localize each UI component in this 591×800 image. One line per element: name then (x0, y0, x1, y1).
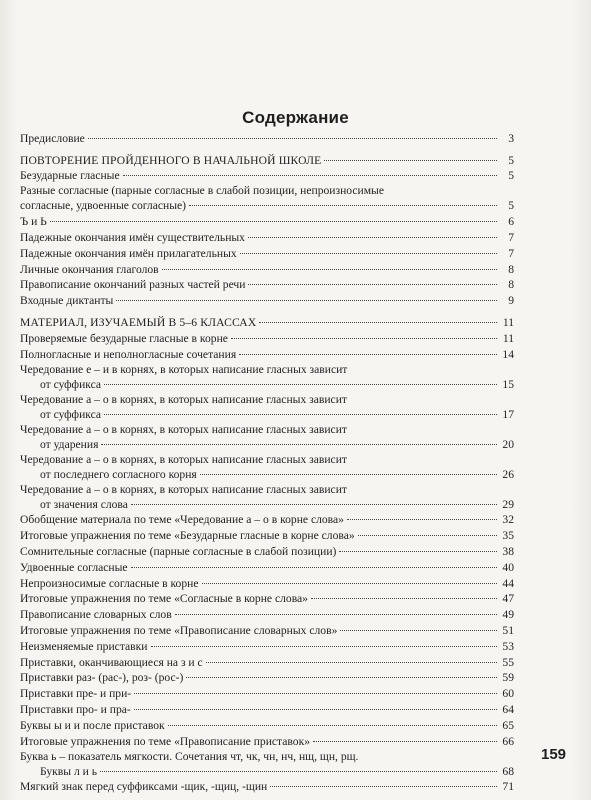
toc-entry-title-line: Буква ь – показатель мягкости. Сочетания чт, чк, чн, нч, нщ, щн, рщ. (20, 749, 359, 763)
toc-page-number: 14 (502, 347, 514, 361)
toc-entry-title: Сомнительные согласные (парные согласные в слабой позиции) (20, 544, 337, 558)
toc-page-number: 7 (508, 230, 514, 244)
toc-page-number: 40 (502, 560, 514, 574)
dot-leader (313, 741, 497, 742)
toc-entry (20, 183, 514, 213)
toc-page-number: 17 (502, 407, 514, 421)
dot-leader (189, 205, 497, 206)
toc-entry-title: от последнего согласного корня (40, 467, 197, 481)
toc-entry-title: Итоговые упражнения по теме «Правописание приставок» (20, 734, 311, 748)
toc-entry-title: Буквы ы и и после приставок (20, 718, 165, 732)
toc-entry (20, 685, 514, 701)
toc-page-number: 64 (502, 702, 514, 716)
toc-page-number: 11 (502, 315, 514, 329)
toc-entry-title: Мягкий знак перед суффиксами -щик, -щиц, -щин (20, 780, 268, 794)
toc-entry-title: Личные окончания глаголов (20, 262, 159, 276)
toc-page-number: 8 (508, 262, 514, 276)
toc-page-number: 53 (502, 639, 514, 653)
toc-entry (20, 292, 514, 308)
toc-page-number: 49 (502, 608, 514, 622)
toc-entry (20, 670, 514, 686)
toc-entry-title: Правописание окончаний разных частей речи (20, 278, 246, 292)
dot-leader (248, 284, 497, 285)
toc-entry (20, 362, 514, 392)
toc-entry (20, 749, 514, 779)
dot-leader (240, 253, 497, 254)
toc-page-number: 65 (502, 718, 514, 732)
toc-entry-title: Приставки, оканчивающиеся на з и с (20, 655, 203, 669)
dot-leader (200, 474, 497, 475)
dot-leader (168, 725, 497, 726)
dot-leader (101, 444, 497, 445)
toc-entry-title: Буквы л и ь (40, 764, 98, 778)
dot-leader (347, 519, 497, 520)
toc-page-number: 60 (502, 687, 514, 701)
toc-entry (20, 213, 514, 229)
toc-section-heading (20, 314, 514, 330)
toc-entry (20, 245, 514, 261)
dot-leader (340, 630, 497, 631)
toc-entry-title: Проверяемые безударные гласные в корне (20, 331, 228, 345)
toc-entry-title: Обобщение материала по теме «Чередование а – о в корне слова» (20, 513, 344, 527)
toc-page-number: 5 (508, 199, 514, 213)
toc-page-number: 38 (502, 544, 514, 558)
toc-entry (20, 261, 514, 277)
page-number: 159 (541, 746, 567, 763)
toc-page-number: 15 (502, 377, 514, 391)
toc-entry-title: от значения слова (40, 497, 128, 511)
toc-page-number: 68 (502, 764, 514, 778)
dot-leader (162, 269, 497, 270)
dot-leader (88, 138, 497, 139)
dot-leader (116, 300, 497, 301)
dot-leader (100, 771, 497, 772)
dot-leader (202, 583, 498, 584)
page-title: Содержание (242, 108, 349, 127)
toc-page-number: 51 (502, 623, 514, 637)
toc-entry (20, 575, 514, 591)
toc-page-number: 11 (502, 331, 514, 345)
toc-entry (20, 701, 514, 717)
dot-leader (324, 160, 497, 161)
toc-page-number: 3 (508, 131, 514, 145)
dot-leader (50, 221, 497, 222)
dot-leader (358, 535, 497, 536)
toc-page-number: 9 (508, 294, 514, 308)
toc-entry (20, 622, 514, 638)
toc-page-number: 71 (502, 780, 514, 794)
dot-leader (175, 614, 497, 615)
toc-entry-title: Безударные гласные (20, 169, 120, 183)
toc-entry (20, 452, 514, 482)
toc-entry (20, 482, 514, 512)
dot-leader (131, 567, 497, 568)
dot-leader (104, 384, 497, 385)
dot-leader (134, 693, 497, 694)
toc-entry-title: Правописание словарных слов (20, 608, 172, 622)
toc-entry-title: ПОВТОРЕНИЕ ПРОЙДЕННОГО В НАЧАЛЬНОЙ ШКОЛЕ (20, 153, 322, 167)
dot-leader (104, 414, 497, 415)
toc-entry-title: от ударения (40, 437, 99, 451)
toc-entry-title: Непроизносимые согласные в корне (20, 576, 199, 590)
dot-leader (239, 354, 497, 355)
toc-entry-title: от суффикса (40, 377, 102, 391)
toc-entry-title-line: Чередование а – о в корнях, в которых написание гласных зависит (20, 452, 347, 466)
toc-entry-title-line: Чередование а – о в корнях, в которых написание гласных зависит (20, 482, 347, 496)
toc-entry-title: от суффикса (40, 407, 102, 421)
toc-entry (20, 130, 514, 146)
dot-leader (248, 237, 497, 238)
toc-entry-title: МАТЕРИАЛ, ИЗУЧАЕМЫЙ В 5–6 КЛАССАХ (20, 315, 257, 329)
toc-entry-title: согласные, удвоенные согласные) (20, 199, 186, 213)
toc-page-number: 5 (508, 169, 514, 183)
dot-leader (259, 322, 497, 323)
toc-entry-title: Ъ и Ь (20, 215, 47, 229)
toc-page-number: 55 (502, 655, 514, 669)
toc-entry-title: Полногласные и неполногласные сочетания (20, 347, 237, 361)
toc-entry-title: Итоговые упражнения по теме «Согласные в корне слова» (20, 592, 308, 606)
toc-entry (20, 527, 514, 543)
dot-leader (270, 786, 497, 787)
toc-entry-title-line: Чередование а – о в корнях, в которых написание гласных зависит (20, 422, 347, 436)
toc-entry (20, 543, 514, 559)
toc-page-number: 35 (502, 529, 514, 543)
toc-section-heading (20, 152, 514, 168)
toc-entry (20, 346, 514, 362)
dot-leader (186, 677, 497, 678)
toc-page-number: 29 (502, 497, 514, 511)
toc-entry (20, 638, 514, 654)
toc-entry-title-line: Чередование а – о в корнях, в которых написание гласных зависит (20, 392, 347, 406)
toc-page-number: 5 (508, 153, 514, 167)
toc-page-number: 6 (508, 215, 514, 229)
dot-leader (131, 504, 497, 505)
dot-leader (151, 646, 498, 647)
dot-leader (231, 338, 497, 339)
toc-entry-title: Падежные окончания имён прилагательных (20, 246, 237, 260)
toc-entry-title: Входные диктанты (20, 294, 114, 308)
toc-entry (20, 654, 514, 670)
toc-entry-title: Удвоенные согласные (20, 560, 128, 574)
toc-entry (20, 330, 514, 346)
toc-entry (20, 779, 514, 795)
table-of-contents (20, 130, 514, 794)
dot-leader (206, 662, 497, 663)
dot-leader (339, 551, 497, 552)
toc-entry-title: Неизменяемые приставки (20, 639, 148, 653)
toc-entry (20, 559, 514, 575)
dot-leader (134, 709, 497, 710)
toc-entry-title: Итоговые упражнения по теме «Правописание словарных слов» (20, 623, 338, 637)
toc-entry-title: Итоговые упражнения по теме «Безударные гласные в корне слова» (20, 529, 355, 543)
toc-entry (20, 422, 514, 452)
toc-entry-title: Приставки раз- (рас-), роз- (рос-) (20, 671, 184, 685)
toc-entry (20, 168, 514, 184)
toc-page-number: 66 (502, 734, 514, 748)
toc-entry-title-line: Чередование е – и в корнях, в которых написание гласных зависит (20, 362, 348, 376)
toc-page-number: 44 (502, 576, 514, 590)
toc-entry (20, 606, 514, 622)
toc-entry (20, 717, 514, 733)
toc-entry-title-line: Разные согласные (парные согласные в слабой позиции, непроизносимые (20, 184, 384, 198)
toc-entry-title: Приставки пре- и при- (20, 687, 132, 701)
toc-page-number: 8 (508, 278, 514, 292)
toc-page-number: 47 (502, 592, 514, 606)
toc-entry (20, 591, 514, 607)
toc-entry (20, 277, 514, 293)
toc-page-number: 32 (502, 513, 514, 527)
toc-entry (20, 733, 514, 749)
toc-page-number: 20 (502, 437, 514, 451)
toc-page-number: 7 (508, 246, 514, 260)
dot-leader (311, 598, 497, 599)
toc-page-number: 26 (502, 467, 514, 481)
toc-entry (20, 229, 514, 245)
dot-leader (123, 175, 497, 176)
toc-entry (20, 512, 514, 528)
toc-entry-title: Падежные окончания имён существительных (20, 230, 245, 244)
toc-entry-title: Предисловие (20, 131, 85, 145)
toc-page-number: 59 (502, 671, 514, 685)
toc-entry (20, 392, 514, 422)
toc-entry-title: Приставки про- и пра- (20, 702, 131, 716)
